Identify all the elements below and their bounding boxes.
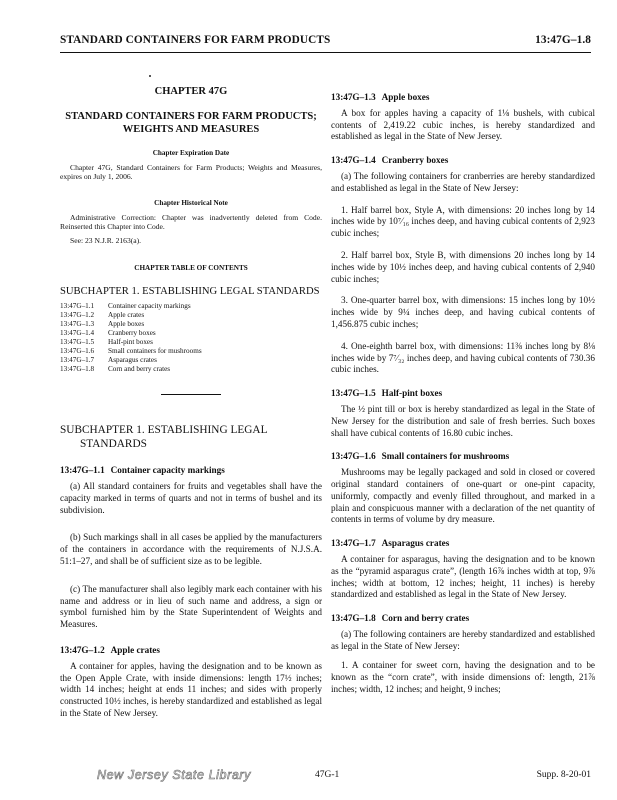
page-footer	[0, 768, 617, 788]
section-1-1-para-c: (c) The manufacturer shall also legibly mark each container with his name and address or in lieu of such name and address, a sign or symbol furnished him by the State Superintendent of Weights and Measures.	[60, 583, 322, 630]
section-1-4-para-a: (a) The following containers for cranberries are hereby standardized and established as legal in the State of New Jersey:	[331, 170, 595, 193]
toc-entry[interactable]: 13:47G–1.5 Half-pint boxes	[60, 338, 153, 347]
expiration-heading: Chapter Expiration Date	[152, 148, 230, 157]
left-column	[60, 80, 322, 720]
supplement-date: Supp. 8-20-01	[536, 770, 591, 780]
section-heading-1-4: 13:47G–1.4 Cranberry boxes	[331, 155, 449, 166]
toc-entry[interactable]: 13:47G–1.1 Container capacity markings	[60, 302, 191, 311]
toc-entry[interactable]: 13:47G–1.8 Corn and berry crates	[60, 365, 171, 374]
toc-entry[interactable]: 13:47G–1.2 Apple crates	[60, 311, 145, 320]
chapter-title-line-2: WEIGHTS AND MEASURES	[122, 123, 260, 135]
section-1-4-item-2: 2. Half barrel box, Style B, with dimensions 20 inches long by 14 inches wide by 10½ inches deep, and having cubical contents of 2,940 cubic inches;	[331, 249, 595, 284]
section-heading-1-5: 13:47G–1.5 Half-pint boxes	[331, 388, 443, 399]
chapter-number: CHAPTER 47G	[154, 86, 228, 97]
chapter-title	[60, 110, 322, 136]
section-1-2-text: A container for apples, having the designation and to be known as the Open Apple Crate, with inside dimensions: length 17½ inches; width 14 inches; height at ends 11 inches; and sides with properly constructed 10½ inches, is hereby standardized and established as legal in the State of New Jersey.	[60, 660, 323, 718]
toc-entry[interactable]: 13:47G–1.7 Asparagus crates	[60, 356, 157, 365]
library-watermark: New Jersey State Library	[97, 768, 252, 782]
toc-entry[interactable]: 13:47G–1.6 Small containers for mushrooms	[60, 347, 202, 356]
section-divider	[161, 394, 221, 395]
section-1-3-text: A box for apples having a capacity of 1⅛ bushels, with cubical contents of 2,419.22 cubic inches, is hereby standardized and established as legal in the State of New Jersey.	[331, 107, 595, 142]
expiration-text: Chapter 47G, Standard Containers for Farm Products; Weights and Measures, expires on July 1, 2006.	[60, 162, 322, 182]
chapter-title-line-1: STANDARD CONTAINERS FOR FARM PRODUCTS;	[65, 110, 317, 122]
section-heading-1-2: 13:47G–1.2 Apple crates	[60, 644, 160, 655]
section-heading-1-3: 13:47G–1.3 Apple boxes	[331, 92, 430, 102]
section-1-1-para-a: (a) All standard containers for fruits and vegetables shall have the capacity marked in terms of quarts and not in terms of bushel and its subdivision.	[60, 480, 322, 515]
header-title: STANDARD CONTAINERS FOR FARM PRODUCTS	[60, 34, 331, 46]
toc-subchapter: SUBCHAPTER 1. ESTABLISHING LEGAL STANDARDS	[60, 286, 320, 298]
subchapter-heading: SUBCHAPTER 1. ESTABLISHING LEGAL STANDARDS	[60, 424, 268, 451]
toc-entry[interactable]: 13:47G–1.3 Apple boxes	[60, 320, 145, 329]
section-1-8-item-1: 1. A container for sweet corn, having the designation and to be known as the “corn crate”, with inside dimensions of: length, 21⅞ inches; width, 12 inches; and height, 9 inches;	[331, 660, 595, 695]
section-heading-1-7: 13:47G–1.7 Asparagus crates	[331, 538, 450, 549]
section-heading-1-1: 13:47G–1.1 Container capacity markings	[60, 465, 225, 476]
running-header	[60, 30, 591, 53]
section-heading-1-8: 13:47G–1.8 Corn and berry crates	[331, 613, 470, 624]
section-1-1-para-b: (b) Such markings shall in all cases be applied by the manufacturers of the containers in accordance with the requirements of N.J.S.A. 51:1–27, and shall be of sufficient size as to be legible.	[60, 532, 322, 566]
section-1-4-item-4: 4. One-eighth barrel box, with dimensions: 11⅜ inches long by 8⅛ inches wide by 7⁷⁄₃₂ inches deep, and having cubical contents of 730.36 cubic inches.	[331, 340, 595, 375]
speck	[149, 75, 151, 77]
history-heading: Chapter Historical Note	[154, 198, 228, 207]
section-1-4-item-3: 3. One-quarter barrel box, with dimensions: 15 inches long by 10½ inches wide by 9¼ inches deep, and having cubical contents of 1,456.875 cubic inches;	[331, 295, 595, 329]
toc-entry[interactable]: 13:47G–1.4 Cranberry boxes	[60, 329, 156, 338]
toc-list	[60, 302, 322, 374]
section-1-4-item-1: 1. Half barrel box, Style A, with dimensions: 20 inches long by 14 inches wide by 10⁷⁄₁₆ inches deep, and having cubical contents of 2,923 cubic inches;	[331, 204, 595, 239]
history-text: Administrative Correction: Chapter was inadvertently deleted from Code. Reinserted this Chapter into Code.	[60, 212, 322, 232]
section-1-6-text: Mushrooms may be legally packaged and sold in closed or covered original standard containers of one-quart or one-pint capacity, uniformly, compactly and evenly filled throughout, and marked in a plain and conspicuous manner with a declaration of the net quantity of contents in terms of volume by dry measure.	[331, 467, 595, 525]
section-heading-1-6: 13:47G–1.6 Small containers for mushrooms	[331, 451, 510, 462]
history-see: See: 23 N.J.R. 2163(a).	[70, 235, 142, 245]
page-number: 47G-1	[315, 770, 340, 780]
section-1-7-text: A container for asparagus, having the designation and to be known as the “pyramid asparagus crate”, (length 16⅞ inches width at top, 9⅞ inches; width at bottom, 12 inches; height, 11 inches) is hereby standardized and established as legal in the State of New Jersey.	[331, 553, 595, 600]
section-1-5-text: The ½ pint till or box is hereby standardized as legal in the State of New Jersey for the distribution and sale of fresh berries. Such boxes shall have cubical contents of 16.80 cubic inches.	[331, 403, 595, 438]
right-column	[331, 92, 595, 696]
section-1-8-para-a: (a) The following containers are hereby standardized and established as legal in the State of New Jersey:	[331, 628, 595, 651]
header-section-range: 13:47G–1.8	[535, 34, 591, 46]
toc-heading: CHAPTER TABLE OF CONTENTS	[134, 264, 248, 273]
